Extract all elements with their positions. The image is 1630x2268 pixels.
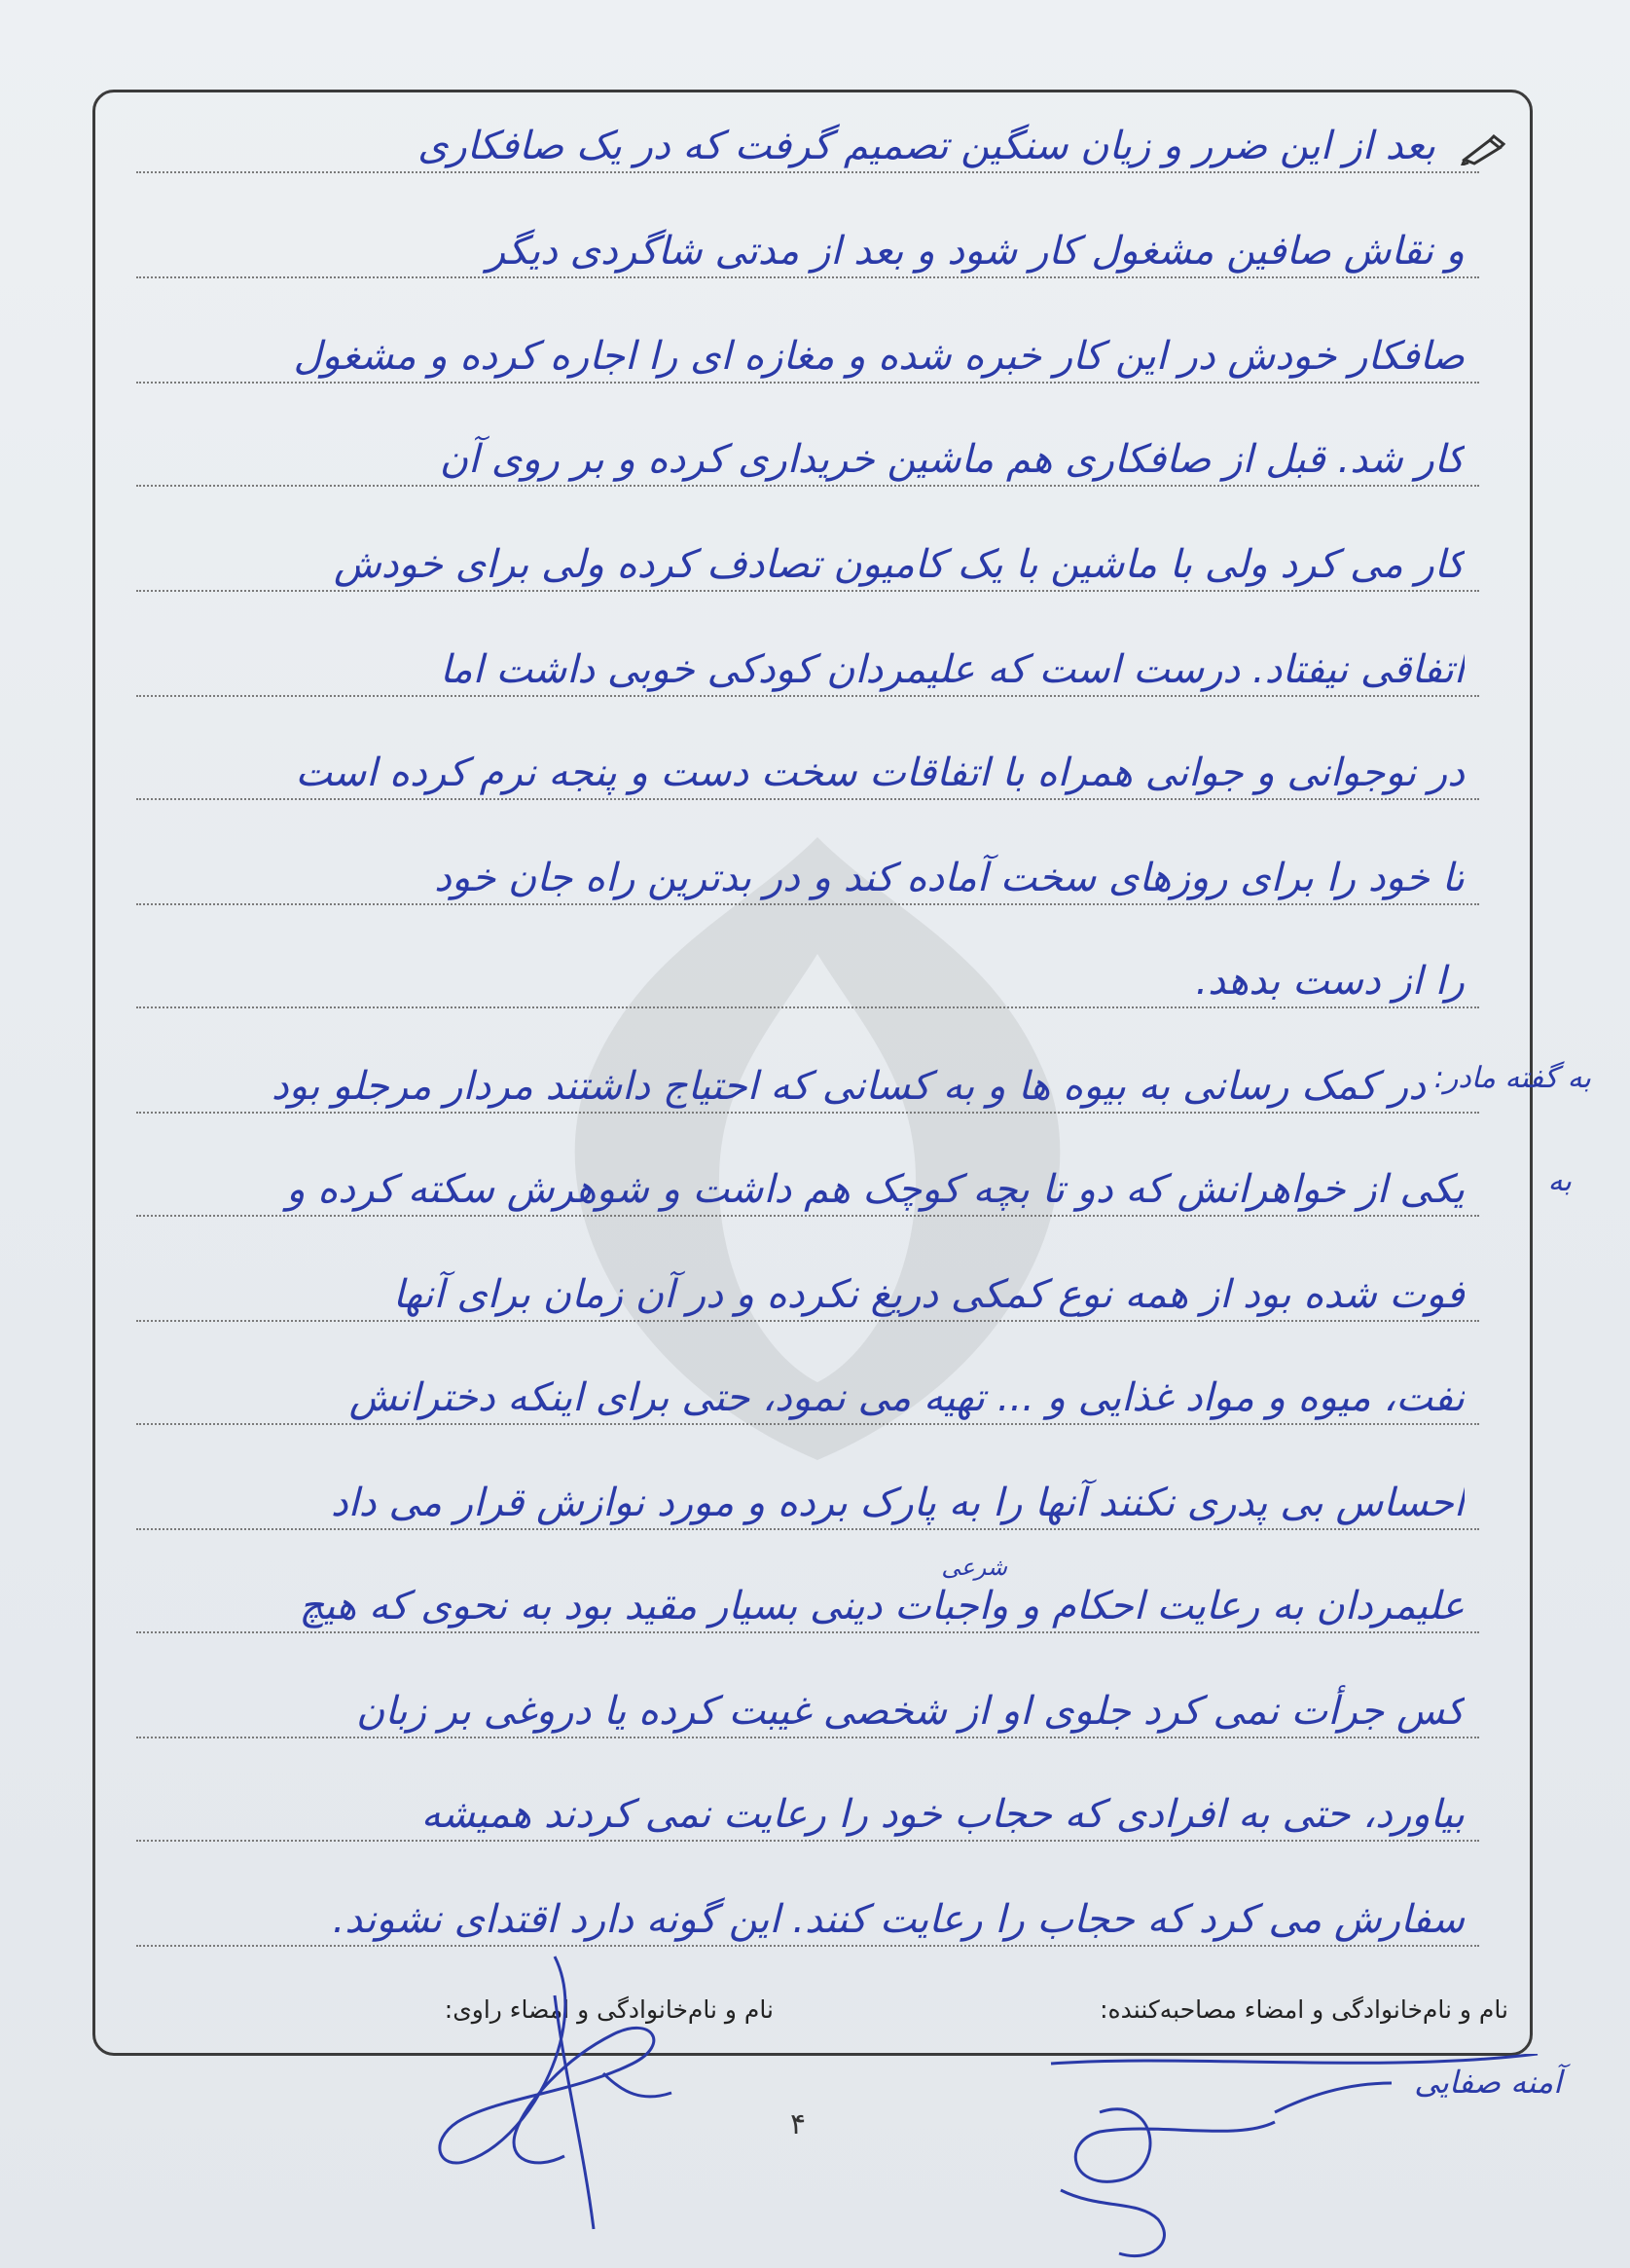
body-line-7: در نوجوانی و جوانی همراه با اتفاقات سخت دست و پنجه نرم کرده است — [295, 750, 1465, 795]
margin-note-2: به — [1547, 1164, 1572, 1198]
body-line-2: و نقاش صافین مشغول کار شود و بعد از مدتی شاگردی دیگر — [486, 229, 1465, 274]
body-line-10: در کمک رسانی به بیوه ها و به کسانی که احتیاج داشتند مردار مرجلو بود — [271, 1064, 1426, 1109]
interlinear-note: شرعی — [941, 1554, 1007, 1581]
page-number: ۴ — [790, 2107, 807, 2141]
body-line-3: صافکار خودش در این کار خبره شده و مغازه ای را اجاره کرده و مشغول — [293, 334, 1465, 379]
body-line-17: بیاورد، حتی به افرادی که حجاب خود را رعایت نمی کردند همیشه — [420, 1792, 1465, 1837]
narrator-signature-label: نام و نام‌خانوادگی و امضاء راوی: — [444, 1995, 774, 2024]
body-line-9: را از دست بدهد. — [1195, 959, 1465, 1004]
body-line-16: کس جرأت نمی کرد جلوی او از شخصی غیبت کرده یا دروغی بر زبان — [355, 1689, 1465, 1734]
body-line-13: نفت، میوه و مواد غذایی و ... تهیه می نمود، حتی برای اینکه دخترانش — [348, 1375, 1465, 1420]
body-line-12: فوت شده بود از همه نوع کمکی دریغ نکرده و در آن زمان برای آنها — [392, 1272, 1465, 1317]
margin-note-mother: به گفته مادر: — [1433, 1061, 1591, 1095]
body-line-8: تا خود را برای روزهای سخت آماده کند و در بدترین راه جان خود — [434, 856, 1465, 900]
body-line-6: اتفاقی نیفتاد. درست است که علیمردان کودکی خوبی داشت اما — [440, 647, 1465, 692]
interviewer-signature-name: آمنه صفایی — [1414, 2064, 1562, 2101]
body-line-11: یکی از خواهرانش که دو تا بچه کوچک هم داشت و شوهرش سکته کرده و — [286, 1167, 1465, 1212]
body-line-4: کار شد. قبل از صافکاری هم ماشین خریداری کرده و بر روی آن — [439, 437, 1465, 482]
interviewer-signature-label: نام و نام‌خانوادگی و امضاء مصاحبه‌کننده: — [1100, 1995, 1508, 2024]
narrator-signature — [409, 1937, 701, 2249]
body-line-18: سفارش می کرد که حجاب را رعایت کنند. این گونه دارد اقتدای نشوند. — [332, 1897, 1465, 1942]
body-line-15: علیمردان به رعایت احکام و واجبات دینی بسیار مقید بود به نحوی که هیچ — [299, 1584, 1465, 1628]
body-line-5: کار می کرد ولی با ماشین با یک کامیون تصادف کرده ولی برای خودش — [333, 542, 1465, 587]
body-line-1: بعد از این ضرر و زیان سنگین تصمیم گرفت که در یک صافکاری — [417, 124, 1435, 168]
body-line-14: احساس بی پدری نکنند آنها را به پارک برده و مورد نوازش قرار می داد — [330, 1481, 1465, 1525]
